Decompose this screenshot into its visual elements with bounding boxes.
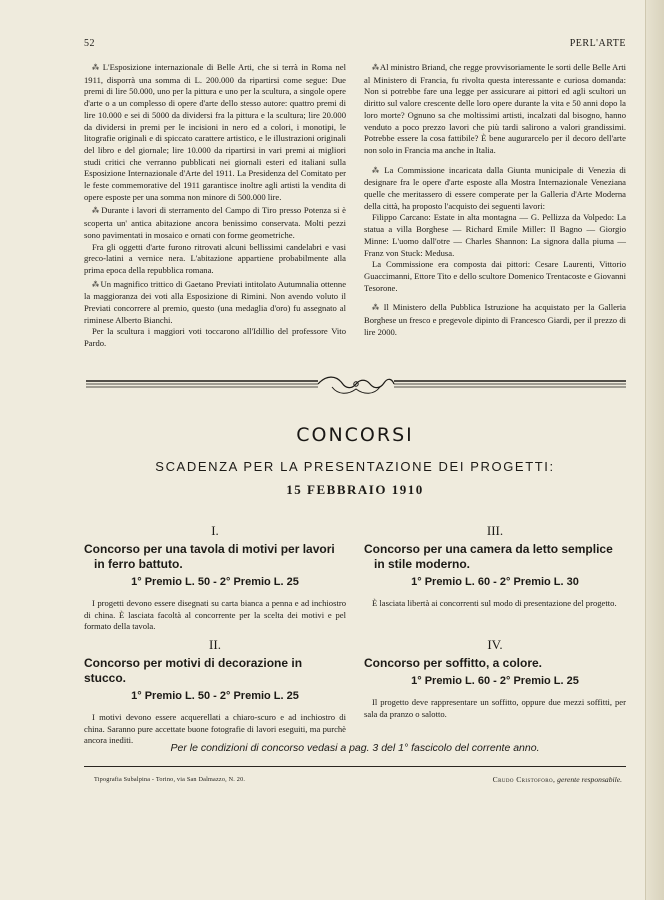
asterism-icon: ⁂ [92, 207, 99, 216]
contest-entry [84, 637, 346, 747]
contest-numeral: IV. [487, 637, 503, 652]
page-header [84, 38, 626, 52]
asterism-icon: ⁂ [372, 304, 380, 313]
manager-name: Crudo Cristoforo, [492, 775, 556, 784]
contest-numeral: I. [211, 523, 219, 538]
page-number: 52 [84, 38, 95, 49]
contest-title: Concorso per motivi di decorazione in stucco. [84, 656, 303, 685]
conditions-note: Per le condizioni di concorso vedasi a pag. 3 del 1° fascicolo del corrente anno. [170, 742, 540, 754]
news-paragraph: ⁂ Il Ministero della Pubblica Istruzione ha acquistato per la Galleria Borghese un fresco e pregevole dipinto di Francesco Giardi, per il prezzo di lire 2000. [364, 302, 626, 337]
asterism-icon: ⁂ [92, 64, 100, 72]
contest-prize: 1° Premio L. 50 - 2° Premio L. 25 [131, 690, 299, 702]
asterism-icon: ⁂ [372, 166, 381, 175]
news-paragraph: Per la scultura i maggiori voti toccarono all'Idillio del professore Vito Pardo. [84, 326, 346, 349]
news-paragraph: ⁂ La Commissione incaricata dalla Giunta municipale di Venezia di designare fra le opere d'arte esposte alla Mostra Internazionale Veneziana quelle che meritassero di essere comperate per la Galleria d'Arte Moderna della città, ha proposto l'acquisto dei seguenti lavori: [364, 164, 626, 211]
right-column [364, 62, 626, 338]
news-paragraph: Filippo Carcano: Estate in alta montagna — G. Pellizza da Volpedo: La statua a villa Borghese — Richard Emile Miller: Il Bagno — Giorgio Minne: L'uomo dall'otre — Charles Shannon: La signora dalla piuma — Franz von Stuck: Medusa. [364, 212, 626, 258]
asterism-icon: ⁂ [92, 280, 99, 289]
printer-imprint: Tipografia Subalpina - Torino, via San Dalmazzo, N. 20. [94, 776, 246, 783]
contest-title: Concorso per una camera da letto semplice in stile moderno. [364, 542, 613, 571]
page-edge [645, 0, 664, 900]
deadline-date: 15 FEBBRAIO 1910 [286, 482, 424, 497]
news-paragraph: Fra gli oggetti d'arte furono ritrovati alcuni bellissimi candelabri e vasi greco-latini a vernice nera. L'abitazione appartiene probabilmente alla prima epoca della repubblica romana. [84, 241, 346, 275]
contest-prize: 1° Premio L. 60 - 2° Premio L. 30 [411, 576, 579, 588]
news-paragraph: La Commissione era composta dai pittori: Cesare Laurenti, Vittorio Guaccimanni, Ettore Tito e dello scultore Domenico Trentacoste e Giovanni Tesorone. [364, 259, 626, 293]
news-paragraph: ⁂ Durante i lavori di sterramento del Campo di Tiro presso Potenza si è scoperta un' antica abitazione ancora benissimo conservata. Molti pezzi sono pavimentati in mosaico e ornati con forme geometriche. [84, 205, 346, 240]
left-column [84, 62, 346, 350]
contest-entry [364, 523, 626, 610]
contest-entry [364, 637, 626, 720]
footer-rule [84, 766, 626, 767]
manager-credit [493, 775, 622, 784]
contest-numeral: II. [209, 637, 221, 652]
contest-numeral: III. [486, 523, 504, 538]
contest-description: I progetti devono essere disegnati su carta bianca a penna e ad inchiostro di china. È lasciata facoltà al concorrente per la scelta dei motivi e pel formato della tavola. [84, 598, 346, 632]
contest-description: È lasciata libertà ai concorrenti sul modo di presentazione del progetto. [372, 598, 617, 608]
news-paragraph: ⁂ Un magnifico trittico di Gaetano Previati intitolato Autumnalia ottenne la maggioranza dei voti alla Esposizione di Rimini. Non avendo voluto il Previati concorrere al premio, questo (una medaglia d'oro) fu assegnato al riminese Alberto Bianchi. [84, 278, 347, 325]
ornamental-divider [86, 373, 626, 399]
asterism-icon: ⁂ [372, 64, 379, 72]
contest-entry [84, 523, 346, 633]
running-title: PERL'ARTE [569, 38, 626, 49]
contest-prize: 1° Premio L. 60 - 2° Premio L. 25 [411, 675, 579, 687]
contest-title: Concorso per una tavola di motivi per lavori in ferro battuto. [84, 542, 335, 571]
deadline-heading: SCADENZA PER LA PRESENTAZIONE DEI PROGETTI: [155, 459, 555, 474]
contest-prize: 1° Premio L. 50 - 2° Premio L. 25 [131, 576, 299, 588]
contest-title: Concorso per soffitto, a colore. [364, 656, 543, 670]
contest-description: I motivi devono essere acquerellati a chiaro-scuro e ad inchiostro di china. Saranno pure accettate buone fotografie di lavori eseguiti, ma purchè ancora inediti. [84, 712, 346, 746]
news-paragraph: ⁂ Al ministro Briand, che regge provvisoriamente le sorti delle Belle Arti al Ministero di Francia, fu rivolta questa interessante e curiosa domanda: Non si potrebbe fare una legge per assicurare ai pittori ed agli scultori un diritto sul valore crescente delle loro opere durante la vita e 50 anni dopo la loro morte? Ognuno sa che moltissimi artisti, incalzati dal bisogno, hanno venduto a poco prezzo lavori che più tardi salirono a valori grandissimi. Potrebbe essere la cosa fattibile? È bene augurarcelo per il decoro dell'arte non solo in Francia ma anche in Italia. [364, 62, 626, 155]
news-paragraph: ⁂ L'Esposizione internazionale di Belle Arti, che si terrà in Roma nel 1911, disporrà una somma di L. 200.000 da ripartirsi come segue: Due premi di lire 50.000, uno per la pittura e uno per la scultura, a singole opere d'arte o a un complesso di opere d'arte dello stesso autore: quattro premi di lire 10.000 e sei di 5000 da dividersi fra la pittura e la scultura; lire 20.000 da dividersi in premi per le incisioni in nero ed a colori, i monotipi, le litografie originali e di spiccato carattere artistico, e le illustrazioni originali del libro e del giornale; lire 10.000 da ripartirsi in vari premi ai migliori studi critici che verranno pubblicati nei giornali esteri ed italiani sulla Esposizione Internazionale d'Arte del 1911. La Presidenza del Comitato per le feste commemorative del 1911 garantisce inoltre agli artisti la vendita di opere esposte per una somma non minore di 500.000 lire. [84, 62, 347, 202]
concorsi-title: CONCORSI [296, 424, 414, 446]
manager-role: gerente responsabile. [557, 775, 622, 784]
contest-description: Il progetto deve rappresentare un soffitto, oppure due mezzi soffitti, per sala da pranzo o salotto. [364, 697, 626, 719]
